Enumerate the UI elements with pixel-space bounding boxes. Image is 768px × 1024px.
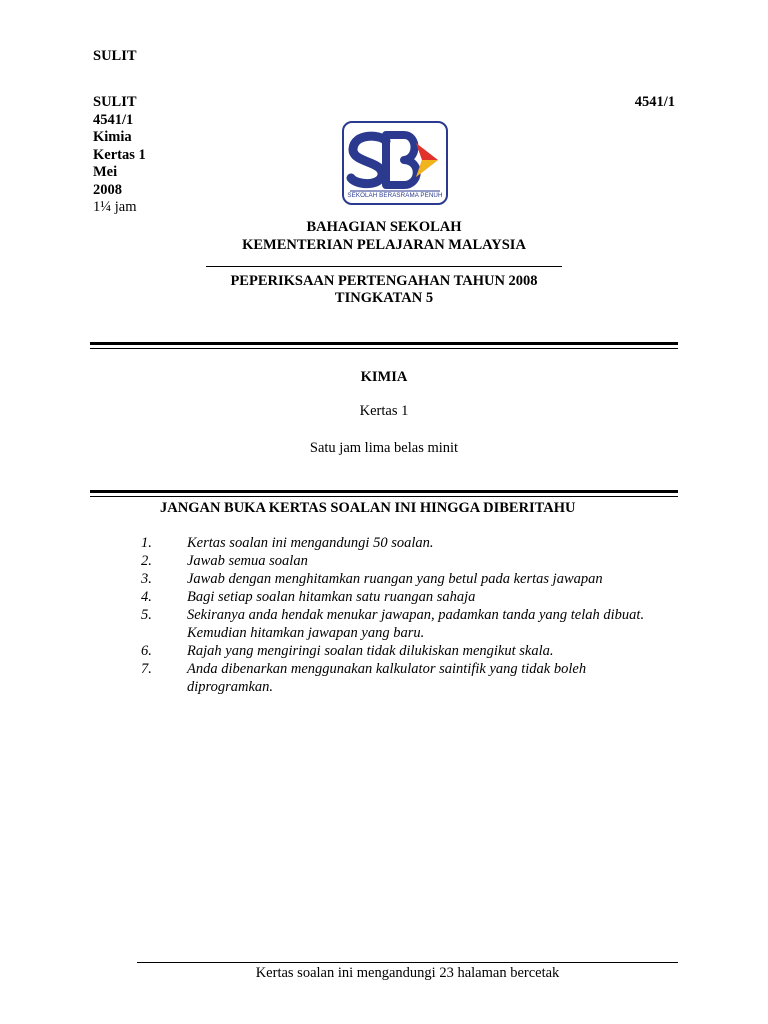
instruction-number: 7. [141,661,152,677]
instruction-text-continued: diprogramkan. [187,679,274,695]
instruction-text: Jawab dengan menghitamkan ruangan yang betul pada kertas jawapan [187,571,603,587]
info-line-code: 4541/1 [93,111,134,128]
header-divider [206,266,562,267]
instruction-text: Rajah yang mengiringi soalan tidak dilukiskan mengikut skala. [187,643,554,659]
sbp-logo [342,121,448,205]
paper-info-block [93,94,146,217]
instruction-number: 5. [141,607,152,623]
paper-number: Kertas 1 [359,403,409,419]
instruction-text-continued: Kemudian hitamkan jawapan yang baru. [187,625,425,641]
footer-rule [137,962,678,963]
paper-code: 4541/1 [634,94,675,110]
info-line-month: Mei [93,164,118,180]
instruction-text: Kertas soalan ini mengandungi 50 soalan. [187,535,434,551]
exam-duration: Satu jam lima belas minit [309,440,459,456]
instruction-text: Sekiranya anda hendak menukar jawapan, padamkan tanda yang telah dibuat. [187,607,645,623]
instruction-text: Bagi setiap soalan hitamkan satu ruangan sahaja [187,589,476,605]
ministry-name: KEMENTERIAN PELAJARAN MALAYSIA [242,237,526,253]
info-line-duration: 1¼ jam [93,199,137,215]
instruction-number: 6. [141,643,152,659]
info-line-year: 2008 [93,181,122,198]
instruction-text: Jawab semua soalan [187,553,308,569]
thick-rule-top-2 [90,348,678,349]
subject-title: KIMIA [360,369,408,385]
instruction-text: Anda dibenarkan menggunakan kalkulator saintifik yang tidak boleh [187,661,587,677]
info-line-subject: Kimia [93,129,132,145]
info-line-paper: Kertas 1 [93,146,146,163]
exam-title: PEPERIKSAAN PERTENGAHAN TAHUN 2008 [230,273,538,289]
dept-name: BAHAGIAN SEKOLAH [306,219,462,235]
info-line-sulit: SULIT [93,94,137,110]
instruction-number: 4. [141,589,152,605]
thick-rule-mid-2 [90,496,678,497]
logo-caption: SEKOLAH BERASRAMA PENUH [347,192,443,199]
thick-rule-mid-1 [90,490,678,493]
form-level: TINGKATAN 5 [334,290,434,306]
instruction-number: 3. [141,571,152,587]
confidential-label: SULIT [93,48,137,64]
thick-rule-top-1 [90,342,678,345]
page-count-note: Kertas soalan ini mengandungi 23 halaman bercetak [255,965,560,981]
instruction-number: 1. [141,535,152,551]
instruction-number: 2. [141,553,152,569]
warning-text: JANGAN BUKA KERTAS SOALAN INI HINGGA DIBERITAHU [160,500,576,516]
